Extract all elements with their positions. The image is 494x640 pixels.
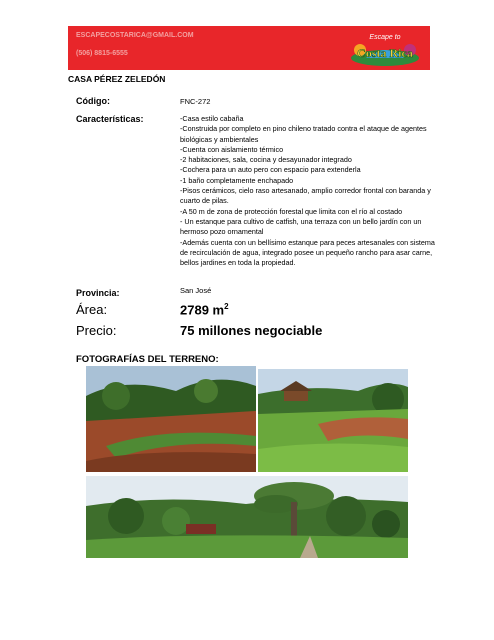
codigo-value: FNC-272 [180,97,211,106]
precio-label: Precio: [76,323,117,338]
feature-item: -Además cuenta con un bellísimo estanque para peces artesanales con sistema de recirculación de agua, integrado posee un pequeño rancho para asar carne, bellos jardines en toda la propiedad. [180,237,435,268]
provincia-value: San José [180,286,212,295]
escape-to-costa-rica-logo [346,28,424,68]
codigo-label: Código: [76,96,110,106]
photo-landscape-tree [86,476,408,558]
feature-item: -Casa estilo cabaña [180,114,244,123]
caracteristicas-label: Características: [76,114,144,124]
feature-item: -Cochera para un auto pero con espacio para extenderla [180,165,361,175]
page-title: CASA PÉREZ ZELEDÓN [68,74,166,84]
svg-text:Escape to: Escape to [369,34,401,41]
feature-item: -Pisos cerámicos, cielo raso artesanado, amplio corredor frontal con baranda y cuarto de pilas. [180,186,431,206]
caracteristicas-list [180,114,442,268]
provincia-label: Provincia: [76,288,120,298]
precio-value: 75 millones negociable [180,323,323,338]
feature-item: -1 baño completamente enchapado [180,175,294,185]
area-label: Área: [76,302,108,317]
svg-text:Costa Rica: Costa Rica [357,46,413,60]
photo-terrain-1 [86,366,256,472]
header-banner [68,26,430,70]
feature-item: - Un estanque para cultivo de catfish, una terraza con un bello jardín con un hermoso pozo ornamental [180,216,422,237]
feature-item: -Construida por completo en pino chileno tratado contra el ataque de agentes biológicas y ambientales [180,124,427,144]
feature-item: -Cuenta con aislamiento térmico [180,144,284,154]
feature-item: -2 habitaciones, sala, cocina y desayunador integrado [180,155,352,165]
contact-phone: (506) 8815-6555 [76,50,128,57]
feature-item: -A 50 m de zona de protección forestal que limita con el río al costado [180,206,403,216]
area-value: 2789 $m^2$ [180,302,229,318]
contact-email[interactable]: ESCAPECOSTARICA@GMAIL.COM [76,32,194,39]
photo-house-slope [258,369,408,472]
photos-heading: FOTOGRAFÍAS DEL TERRENO: [76,354,219,365]
